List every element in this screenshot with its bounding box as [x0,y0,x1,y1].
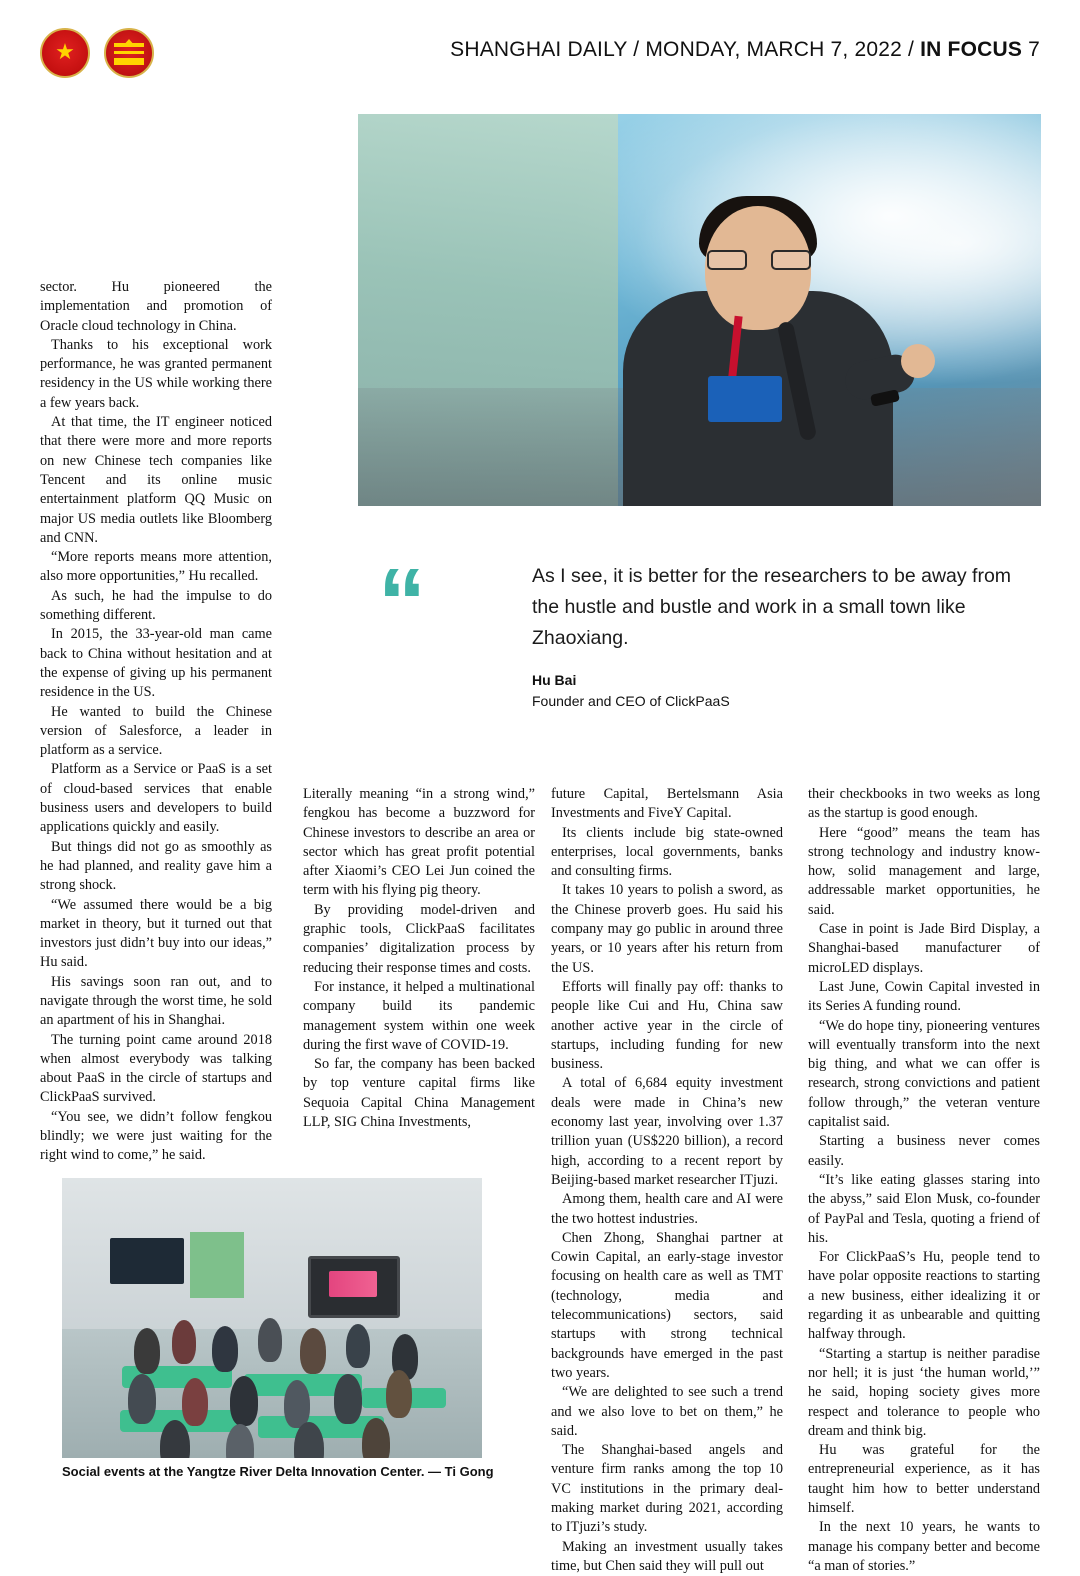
paragraph: Hu was grateful for the entrepreneurial experience, as it has taught him how to better understand himself. [808,1442,1040,1516]
photo-seated-person [128,1374,156,1424]
paragraph: By providing model-driven and graphic tools, ClickPaaS facilitates companies’ digitalization process by reducing their response times and costs. [303,901,535,976]
photo-seated-person [300,1328,326,1374]
photo-seated-person [334,1374,362,1424]
hero-photo [358,114,1041,506]
paragraph: “We assumed there would be a big market in theory, but it turned out that investors just didn’t buy into our ideas,” Hu said. [40,896,272,971]
issue-date: MONDAY, MARCH 7, 2022 [645,38,903,61]
paragraph: “You see, we didn’t follow fengkou blindly; we were just waiting for the right wind to come,” he said. [40,1108,272,1164]
article-column-1 [40,278,272,1166]
photo-seated-person [346,1324,370,1368]
paragraph: A total of 6,684 equity investment deals were made in China’s new economy last year, involving over 1.37 trillion yuan (US$220 billion), a record high, according to a recent report by Beijing-based market researcher ITjuzi. [551,1075,783,1188]
paragraph: “It’s like eating glasses staring into the abyss,” said Elon Musk, co-founder of PayPal and Tesla, quoting a friend of his. [808,1171,1040,1246]
paragraph: Making an investment usually takes time, but Chen said they will pull out [551,1538,783,1574]
speaker-badge [708,376,782,422]
photo-subject-speaker [613,176,903,506]
secondary-photo [62,1178,482,1458]
paragraph: future Capital, Bertelsmann Asia Investments and FiveY Capital. [551,786,783,822]
paragraph: Literally meaning “in a strong wind,” fengkou has become a buzzword for Chinese investors to describe an area or sector which has great profit potential after Xiaomi’s CEO Lei Jun coined the term with his flying pig theory. [303,786,535,899]
article-column-3 [551,785,783,1576]
photo-seated-person [212,1326,238,1372]
paragraph: Its clients include big state-owned enterprises, local governments, banks and consulting firms. [551,824,783,880]
paragraph: But things did not go as smoothly as he had planned, and reality gave him a strong shock. [40,838,272,894]
cppcc-emblem-icon [104,28,154,78]
paragraph: So far, the company has been backed by top venture capital firms like Sequoia Capital China Management LLP, SIG China Investments, [303,1056,535,1131]
speaker-glasses [707,250,811,270]
china-national-emblem-icon [40,28,90,78]
paragraph: sector. Hu pioneered the implementation and promotion of Oracle cloud technology in China. [40,279,272,334]
page-header [450,38,1040,62]
article-column-2 [303,785,535,1132]
paragraph: He wanted to build the Chinese version of Salesforce, a leader in platform as a service. [40,703,272,759]
paragraph: The turning point came around 2018 when almost everybody was talking about PaaS in the circle of startups and ClickPaaS survived. [40,1031,272,1106]
paragraph: For instance, it helped a multinational company build its pandemic management system within one week during the first wave of COVID-19. [303,978,535,1053]
paragraph: Platform as a Service or PaaS is a set of cloud-based services that enable business users and developers to build applications quickly and easily. [40,761,272,836]
paragraph: For ClickPaaS’s Hu, people tend to have polar opposite reactions to starting a new business, either idealizing it or regarding it as unbearable and quitting halfway through. [808,1249,1040,1343]
paragraph: Among them, health care and AI were the two hottest industries. [551,1191,783,1227]
quote-attribution-name: Hu Bai [532,672,577,688]
photo-seated-person [258,1318,282,1362]
paragraph: “We do hope tiny, pioneering ventures will eventually transform into the next big thing, and what we can offer is research, strong convictions and patient follow through,” the veteran venture capitalist said. [808,1017,1040,1131]
speaker-hand [901,344,935,378]
masthead [40,28,1040,88]
paragraph: At that time, the IT engineer noticed that there were more and more reports on new Chinese tech companies like Tencent and its online music entertainment platform QQ Music on major US media outlets like Bloomberg and CNN. [40,414,272,546]
paragraph: His savings soon ran out, and to navigate through the worst time, he sold an apartment of his in Shanghai. [40,973,272,1029]
quote-text: As I see, it is better for the researchers to be away from the hustle and bustle and work in a small town like Zhaoxiang. [532,565,1012,649]
photo-wall-display [110,1238,184,1284]
photo-seated-person [284,1380,310,1428]
paragraph: In 2015, the 33-year-old man came back to China without hesitation and at the expense of giving up his permanent residence in the US. [40,626,272,701]
paragraph: Thanks to his exceptional work performance, he was granted permanent residency in the US while working there a few years back. [40,336,272,411]
photo-caption: Social events at the Yangtze River Delta Innovation Center. — Ti Gong [62,1464,494,1479]
emblem-group [40,28,154,78]
photo-seated-person [182,1378,208,1426]
header-separator-1: / [627,38,646,61]
paragraph: Here “good” means the team has strong technology and industry know-how, solid management and large, addressable market opportunities, he said. [808,824,1040,918]
photo-seated-person [172,1320,196,1364]
publication-name: SHANGHAI DAILY [450,38,628,61]
photo-seated-person [386,1370,412,1418]
paragraph: In the next 10 years, he wants to manage his company better and become “a man of stories.” [808,1519,1040,1574]
paragraph: “More reports means more attention, also more opportunities,” Hu recalled. [40,549,272,585]
header-separator-2: / [902,38,921,61]
photo-tv-screen [308,1256,400,1318]
paragraph: As such, he had the impulse to do something different. [40,587,272,624]
paragraph: “Starting a startup is neither paradise nor hell; it is just ‘the human world,’” he said, hoping society gives more respect and tolerance to people who dream and think big. [808,1345,1040,1439]
article-column-4 [808,785,1040,1576]
paragraph: Case in point is Jade Bird Display, a Shanghai-based manufacturer of microLED displays. [808,921,1040,976]
paragraph: Efforts will finally pay off: thanks to people like Cui and Hu, China saw another active year in the circle of startups, including funding for new business. [551,978,783,1073]
section-name: IN FOCUS [920,38,1023,61]
paragraph: Starting a business never comes easily. [808,1133,1040,1169]
paragraph: Last June, Cowin Capital invested in its Series A funding round. [808,978,1040,1015]
quote-attribution-role: Founder and CEO of ClickPaaS [532,693,730,709]
page-number: 7 [1028,38,1040,61]
paragraph: The Shanghai-based angels and venture firm ranks among the top 10 VC institutions in the primary deal-making market during 2021, according to ITjuzi’s study. [551,1442,783,1536]
paragraph: Chen Zhong, Shanghai partner at Cowin Capital, an early-stage investor focusing on health care as well as TMT (technology, media and telecommunications) sectors, said startups with strong technical backgrounds have emerged in the past two years. [551,1229,783,1381]
quote-mark-icon: “ [378,549,426,656]
paragraph: “We are delighted to see such a trend and we also love to bet on them,” he said. [551,1384,783,1439]
paragraph: their checkbooks in two weeks as long as the startup is good enough. [808,786,1040,822]
photo-green-panel [190,1232,244,1298]
photo-seated-person [230,1376,258,1426]
photo-seated-person [134,1328,160,1374]
paragraph: It takes 10 years to polish a sword, as the Chinese proverb goes. Hu said his company may go public in around three years, or 10 years after his return from the US. [551,882,783,976]
